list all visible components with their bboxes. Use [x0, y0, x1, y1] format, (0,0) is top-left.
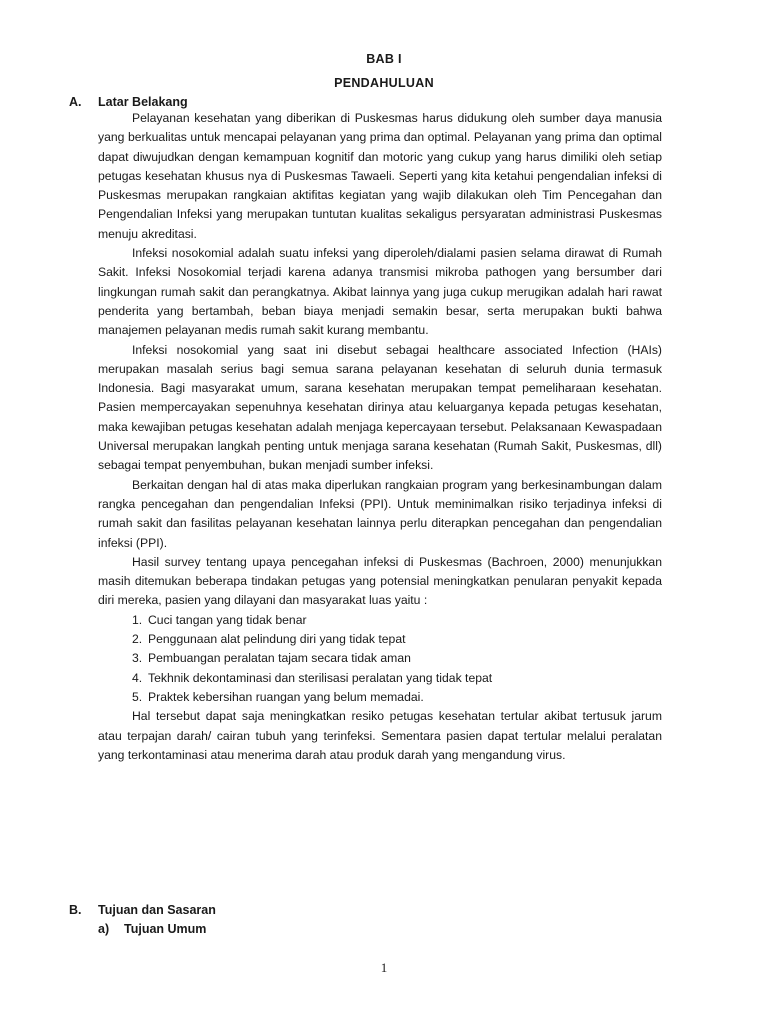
list-text: Tekhnik dekontaminasi dan sterilisasi peralatan yang tidak tepat: [148, 670, 493, 685]
subsection-title: Tujuan Umum: [124, 922, 207, 936]
list-item: [132, 630, 662, 649]
list-text: Penggunaan alat pelindung diri yang tidak tepat: [148, 632, 406, 647]
section-heading-b: [69, 903, 216, 917]
paragraph: Hal tersebut dapat saja meningkatkan resiko petugas kesehatan tertular akibat tertusuk jarum atau terpajan darah/ cairan tubuh yang terinfeksi. Sementara pasien dapat tertular melalui peralatan yang terkontaminasi atau menerima darah atau produk darah yang mengandung virus.: [98, 709, 662, 762]
list-number: 2.: [132, 632, 143, 647]
list-text: Pembuangan peralatan tajam secara tidak aman: [148, 651, 411, 666]
paragraph: Berkaitan dengan hal di atas maka diperlukan rangkaian program yang berkesinambungan dalam rangka pencegahan dan pengendalian Infeksi (PPI). Untuk meminimalkan risiko terjadinya infeksi di rumah sakit dan fasilitas pelayanan kesehatan lainnya perlu diterapkan pencegahan dan pengendalian infeksi (PPI).: [98, 477, 662, 550]
list-text: Cuci tangan yang tidak benar: [148, 612, 307, 627]
paragraph: Infeksi nosokomial adalah suatu infeksi yang diperoleh/dialami pasien selama dirawat di Rumah Sakit. Infeksi Nosokomial terjadi karena adanya transmisi mikroba pathogen yang bersumber dari lingkungan rumah sakit dan perangkatnya. Akibat lainnya yang juga cukup merugikan adalah hari rawat penderita yang bertambah, beban biaya menjadi semakin besar, serta merupakan bukti bahwa manajemen pelayanan medis rumah sakit kurang membantu.: [98, 246, 662, 338]
subsection-letter: a): [98, 922, 110, 936]
paragraph: Hasil survey tentang upaya pencegahan infeksi di Puskesmas (Bachroen, 2000) menunjukkan masih ditemukan beberapa tindakan petugas yang potensial meningkatkan penularan penyakit kepada diri mereka, pasien yang dilayani dan masyarakat luas yaitu :: [98, 554, 662, 608]
list-number: 3.: [132, 651, 143, 666]
list-item: [132, 649, 662, 668]
paragraph: Pelayanan kesehatan yang diberikan di Puskesmas harus didukung oleh sumber daya manusia yang berkualitas untuk mencapai pelayanan yang prima dan optimal. Pelayanan yang prima dan optimal dapat diwujudkan dengan kemampuan kognitif dan motoric yang cukup yang harus dimiliki oleh setiap petugas kesehatan khusus nya di Puskesmas Tawaeli. Seperti yang kita ketahui pengendalian infeksi di Puskesmas merupakan rangkaian aktifitas kegiatan yang wajib dilakukan oleh Tim Pencegahan dan Pengendalian Infeksi yang merupakan tuntutan kualitas sekaligus persyaratan administrasi Puskesmas menuju akreditasi.: [98, 111, 662, 241]
list-number: 1.: [132, 612, 143, 627]
body-text: [98, 109, 662, 765]
subsection-heading-a: [98, 922, 206, 936]
chapter-title: PENDAHULUAN: [334, 76, 434, 90]
list-item: [132, 688, 662, 707]
section-letter: B.: [69, 903, 82, 917]
section-heading-a: [69, 95, 188, 109]
numbered-list: [98, 611, 662, 707]
page-number: 1: [380, 960, 388, 975]
list-item: [132, 669, 662, 688]
list-number: 4.: [132, 670, 143, 685]
section-letter: A.: [69, 95, 82, 109]
list-text: Praktek kebersihan ruangan yang belum memadai.: [148, 689, 424, 704]
list-number: 5.: [132, 689, 143, 704]
list-item: [132, 611, 662, 630]
section-title: Tujuan dan Sasaran: [98, 903, 216, 917]
chapter-number: BAB I: [366, 52, 402, 66]
section-title: Latar Belakang: [98, 95, 188, 109]
paragraph: Infeksi nosokomial yang saat ini disebut sebagai healthcare associated Infection (HAIs) merupakan masalah serius bagi semua sarana pelayanan kesehatan di seluruh dunia termasuk Indonesia. Bagi masyarakat umum, sarana kesehatan merupakan tempat pemeliharaan kesehatan. Pasien mempercayakan sepenuhnya kesehatan dirinya atau keluarganya kepada petugas kesehatan, maka kewajiban petugas kesehatan adalah menjaga kepercayaan tersebut. Pelaksanaan Kewaspadaan Universal merupakan langkah penting untuk menjaga sarana kesehatan (Rumah Sakit, Puskesmas, dll) sebagai tempat penyembuhan, bukan menjadi sumber infeksi.: [98, 342, 662, 473]
